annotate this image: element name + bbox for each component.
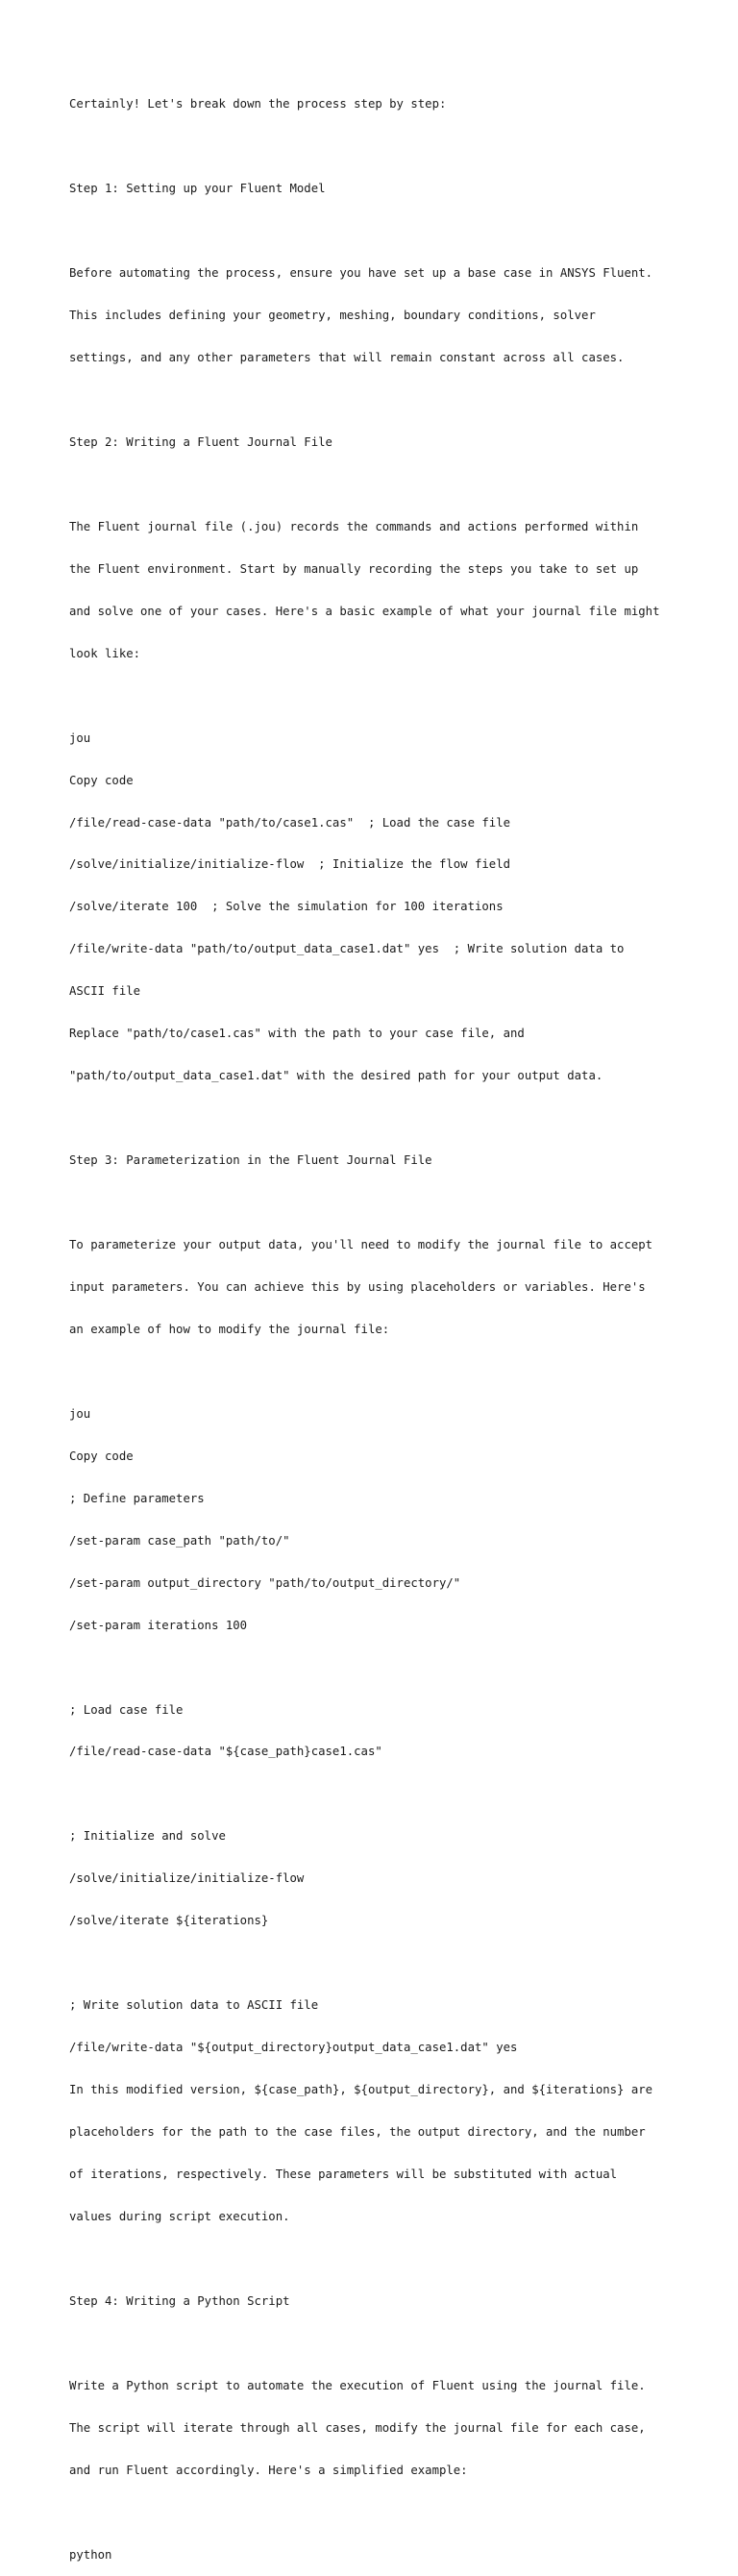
paragraph-line: input parameters. You can achieve this by using placeholders or variables. Here's — [69, 1280, 646, 1294]
blank-line — [69, 2506, 703, 2520]
paragraph-line: an example of how to modify the journal file: — [69, 1322, 390, 1336]
code-line: /solve/initialize/initialize-flow ; Initialize the flow field — [69, 857, 511, 872]
step1-heading: Step 1: Setting up your Fluent Model — [69, 182, 326, 196]
code-line: /file/read-case-data "path/to/case1.cas" ; Load the case file — [69, 815, 511, 830]
code-line: /solve/iterate 100 ; Solve the simulation for 100 iterations — [69, 900, 504, 914]
code-line: /set-param output_directory "path/to/output_directory/" — [69, 1575, 461, 1590]
paragraph-line: Before automating the process, ensure you have set up a base case in ANSYS Fluent. — [69, 266, 653, 281]
blank-line — [69, 139, 703, 154]
blank-line — [69, 1196, 703, 1210]
blank-line — [69, 1956, 703, 1970]
paragraph-line: In this modified version, ${case_path}, ${output_directory}, and ${iterations} are — [69, 2083, 653, 2097]
intro-line: Certainly! Let's break down the process step by step: — [69, 97, 447, 111]
blank-line — [69, 1787, 703, 1801]
blank-line — [69, 478, 703, 492]
paragraph-line: and run Fluent accordingly. Here's a simplified example: — [69, 2463, 468, 2477]
code-line: /file/write-data "path/to/output_data_case1.dat" yes ; Write solution data to — [69, 942, 625, 956]
paragraph-line: of iterations, respectively. These parameters will be substituted with actual — [69, 2167, 618, 2182]
paragraph-line: This includes defining your geometry, meshing, boundary conditions, solver — [69, 309, 596, 323]
code-line: ; Write solution data to ASCII file — [69, 1998, 319, 2013]
code-line: ASCII file — [69, 984, 141, 999]
code-line: /set-param case_path "path/to/" — [69, 1533, 290, 1548]
paragraph-line: settings, and any other parameters that will remain constant across all cases. — [69, 351, 625, 365]
paragraph-line: "path/to/output_data_case1.dat" with the desired path for your output data. — [69, 1069, 603, 1083]
document-body — [69, 69, 703, 2576]
blank-line — [69, 689, 703, 704]
paragraph-line: Replace "path/to/case1.cas" with the path to your case file, and — [69, 1027, 525, 1041]
paragraph-line: The Fluent journal file (.jou) records the commands and actions performed within — [69, 519, 639, 533]
paragraph-line: and solve one of your cases. Here's a basic example of what your journal file might — [69, 604, 660, 618]
blank-line — [69, 393, 703, 408]
paragraph-line: the Fluent environment. Start by manually recording the steps you take to set up — [69, 561, 639, 576]
code-language-label: jou — [69, 1406, 91, 1421]
paragraph-line: To parameterize your output data, you'll need to modify the journal file to accept — [69, 1238, 653, 1252]
code-line: ; Initialize and solve — [69, 1829, 226, 1844]
paragraph-line: The script will iterate through all cases, modify the journal file for each case, — [69, 2420, 646, 2435]
blank-line — [69, 2252, 703, 2266]
blank-line — [69, 1661, 703, 1675]
code-line: /solve/initialize/initialize-flow — [69, 1871, 305, 1886]
blank-line — [69, 224, 703, 238]
code-line: /set-param iterations 100 — [69, 1618, 248, 1632]
code-line: ; Load case file — [69, 1702, 184, 1717]
blank-line — [69, 1111, 703, 1126]
step2-heading: Step 2: Writing a Fluent Journal File — [69, 434, 332, 449]
code-line: /solve/iterate ${iterations} — [69, 1914, 269, 1928]
blank-line — [69, 1365, 703, 1379]
blank-line — [69, 2337, 703, 2351]
copy-code-label: Copy code — [69, 1449, 134, 1463]
code-line: /file/read-case-data "${case_path}case1.cas" — [69, 1745, 382, 1759]
code-line: ; Define parameters — [69, 1491, 205, 1505]
step3-heading: Step 3: Parameterization in the Fluent Journal File — [69, 1153, 432, 1168]
paragraph-line: values during script execution. — [69, 2209, 290, 2223]
code-language-label: jou — [69, 731, 91, 745]
step4-heading: Step 4: Writing a Python Script — [69, 2293, 290, 2308]
paragraph-line: Write a Python script to automate the execution of Fluent using the journal file. — [69, 2378, 646, 2392]
code-line: /file/write-data "${output_directory}output_data_case1.dat" yes — [69, 2041, 518, 2055]
code-language-label: python — [69, 2547, 112, 2562]
paragraph-line: placeholders for the path to the case files, the output directory, and the number — [69, 2125, 646, 2140]
paragraph-line: look like: — [69, 646, 141, 660]
copy-code-label: Copy code — [69, 773, 134, 787]
